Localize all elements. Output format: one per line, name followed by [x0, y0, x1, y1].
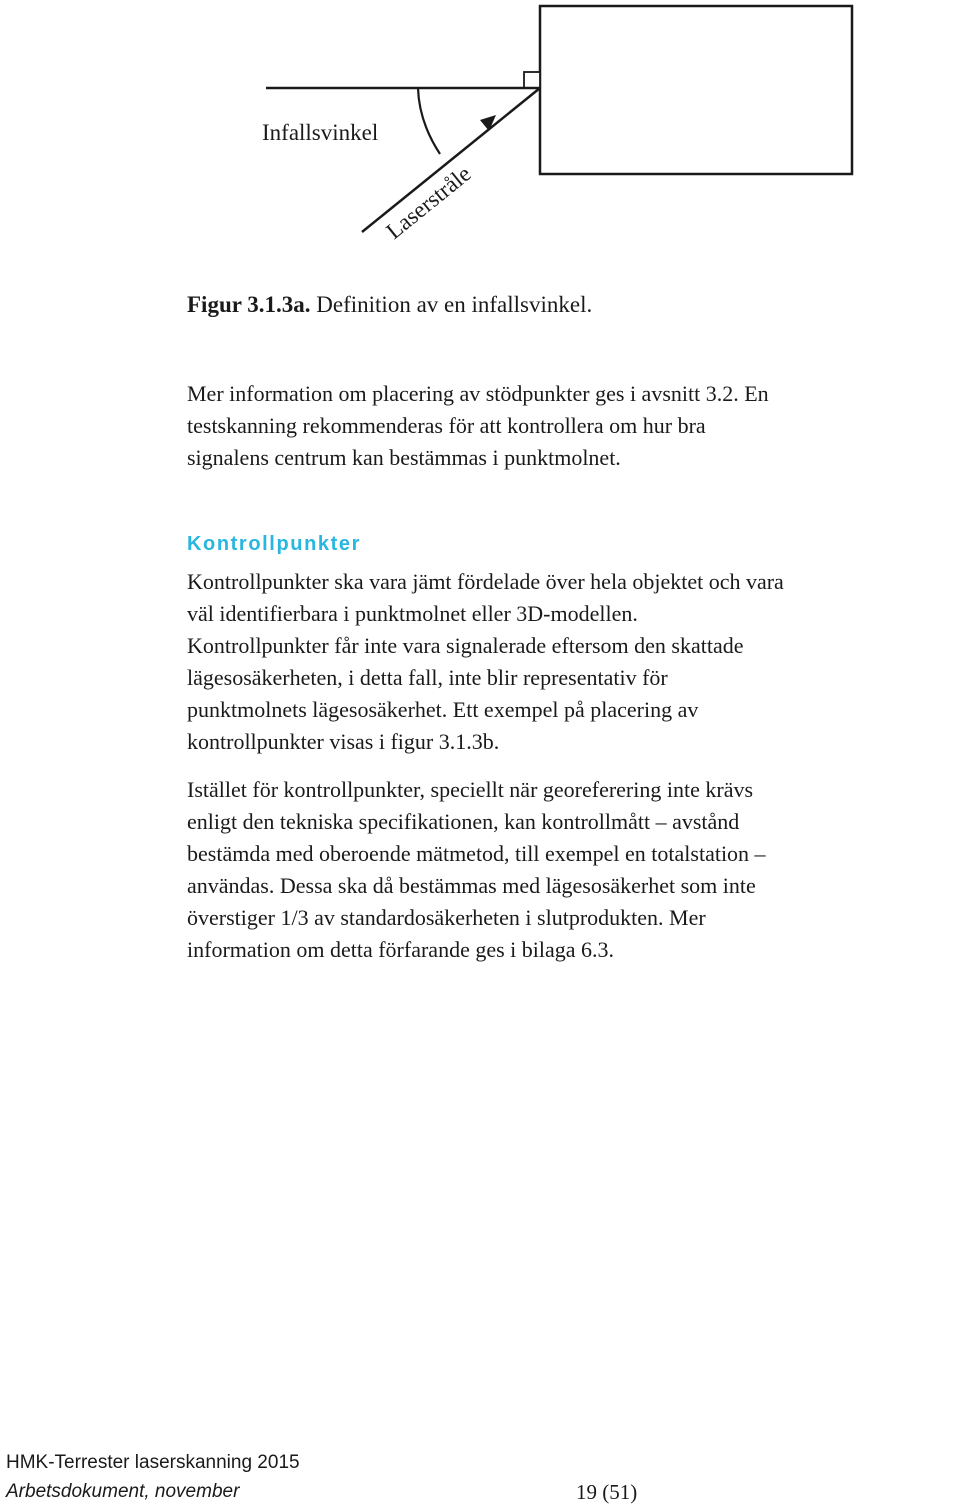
text-line: överstiger 1/3 av standardosäkerheten i slutprodukten. Mer	[187, 905, 706, 930]
page-number: 19 (51)	[576, 1480, 638, 1504]
text-line: Kontrollpunkter får inte vara signalerade eftersom den skattade	[187, 633, 744, 658]
target-object	[540, 6, 852, 174]
intro-paragraph	[187, 378, 769, 474]
text-line: signalens centrum kan bestämmas i punktmolnet.	[187, 445, 621, 470]
text-line: enligt den tekniska specifikationen, kan kontrollmått – avstånd	[187, 809, 740, 834]
figure-caption-text: Definition av en infallsvinkel.	[316, 292, 593, 317]
beam-arrowhead	[480, 115, 496, 131]
text-line: Mer information om placering av stödpunkter ges i avsnitt 3.2. En	[187, 381, 769, 406]
footer-document-status: Arbetsdokument, november	[6, 1481, 240, 1502]
text-line: kontrollpunkter visas i figur 3.1.3b.	[187, 729, 500, 754]
footer-document-title: HMK-Terrester laserskanning 2015	[6, 1452, 300, 1473]
incidence-angle-figure	[0, 0, 960, 260]
figure-number: Figur 3.1.3a.	[187, 292, 311, 317]
text-line: väl identifierbara i punktmolnet eller 3D-modellen.	[187, 601, 638, 626]
laser-beam-line	[362, 88, 540, 232]
text-line: testskanning rekommenderas för att kontrollera om hur bra	[187, 413, 706, 438]
angle-arc	[418, 88, 440, 154]
text-line: bestämda med oberoende mätmetod, till exempel en totalstation –	[187, 841, 766, 866]
text-line: Kontrollpunkter ska vara jämt fördelade över hela objektet och vara	[187, 569, 784, 594]
angle-label: Infallsvinkel	[262, 120, 379, 145]
right-angle-marker	[524, 72, 540, 88]
text-line: information om detta förfarande ges i bilaga 6.3.	[187, 937, 615, 962]
section-paragraph-1	[187, 566, 784, 758]
text-line: punktmolnets lägesosäkerhet. Ett exempel på placering av	[187, 697, 699, 722]
section-heading: Kontrollpunkter	[187, 533, 361, 555]
figure-caption	[187, 290, 592, 320]
text-line: lägesosäkerheten, i detta fall, inte blir representativ för	[187, 665, 668, 690]
section-paragraph-2	[187, 774, 766, 966]
beam-label: Laserstråle	[381, 160, 476, 244]
text-line: användas. Dessa ska då bestämmas med lägesosäkerhet som inte	[187, 873, 756, 898]
text-line: Istället för kontrollpunkter, speciellt när georeferering inte krävs	[187, 777, 754, 802]
